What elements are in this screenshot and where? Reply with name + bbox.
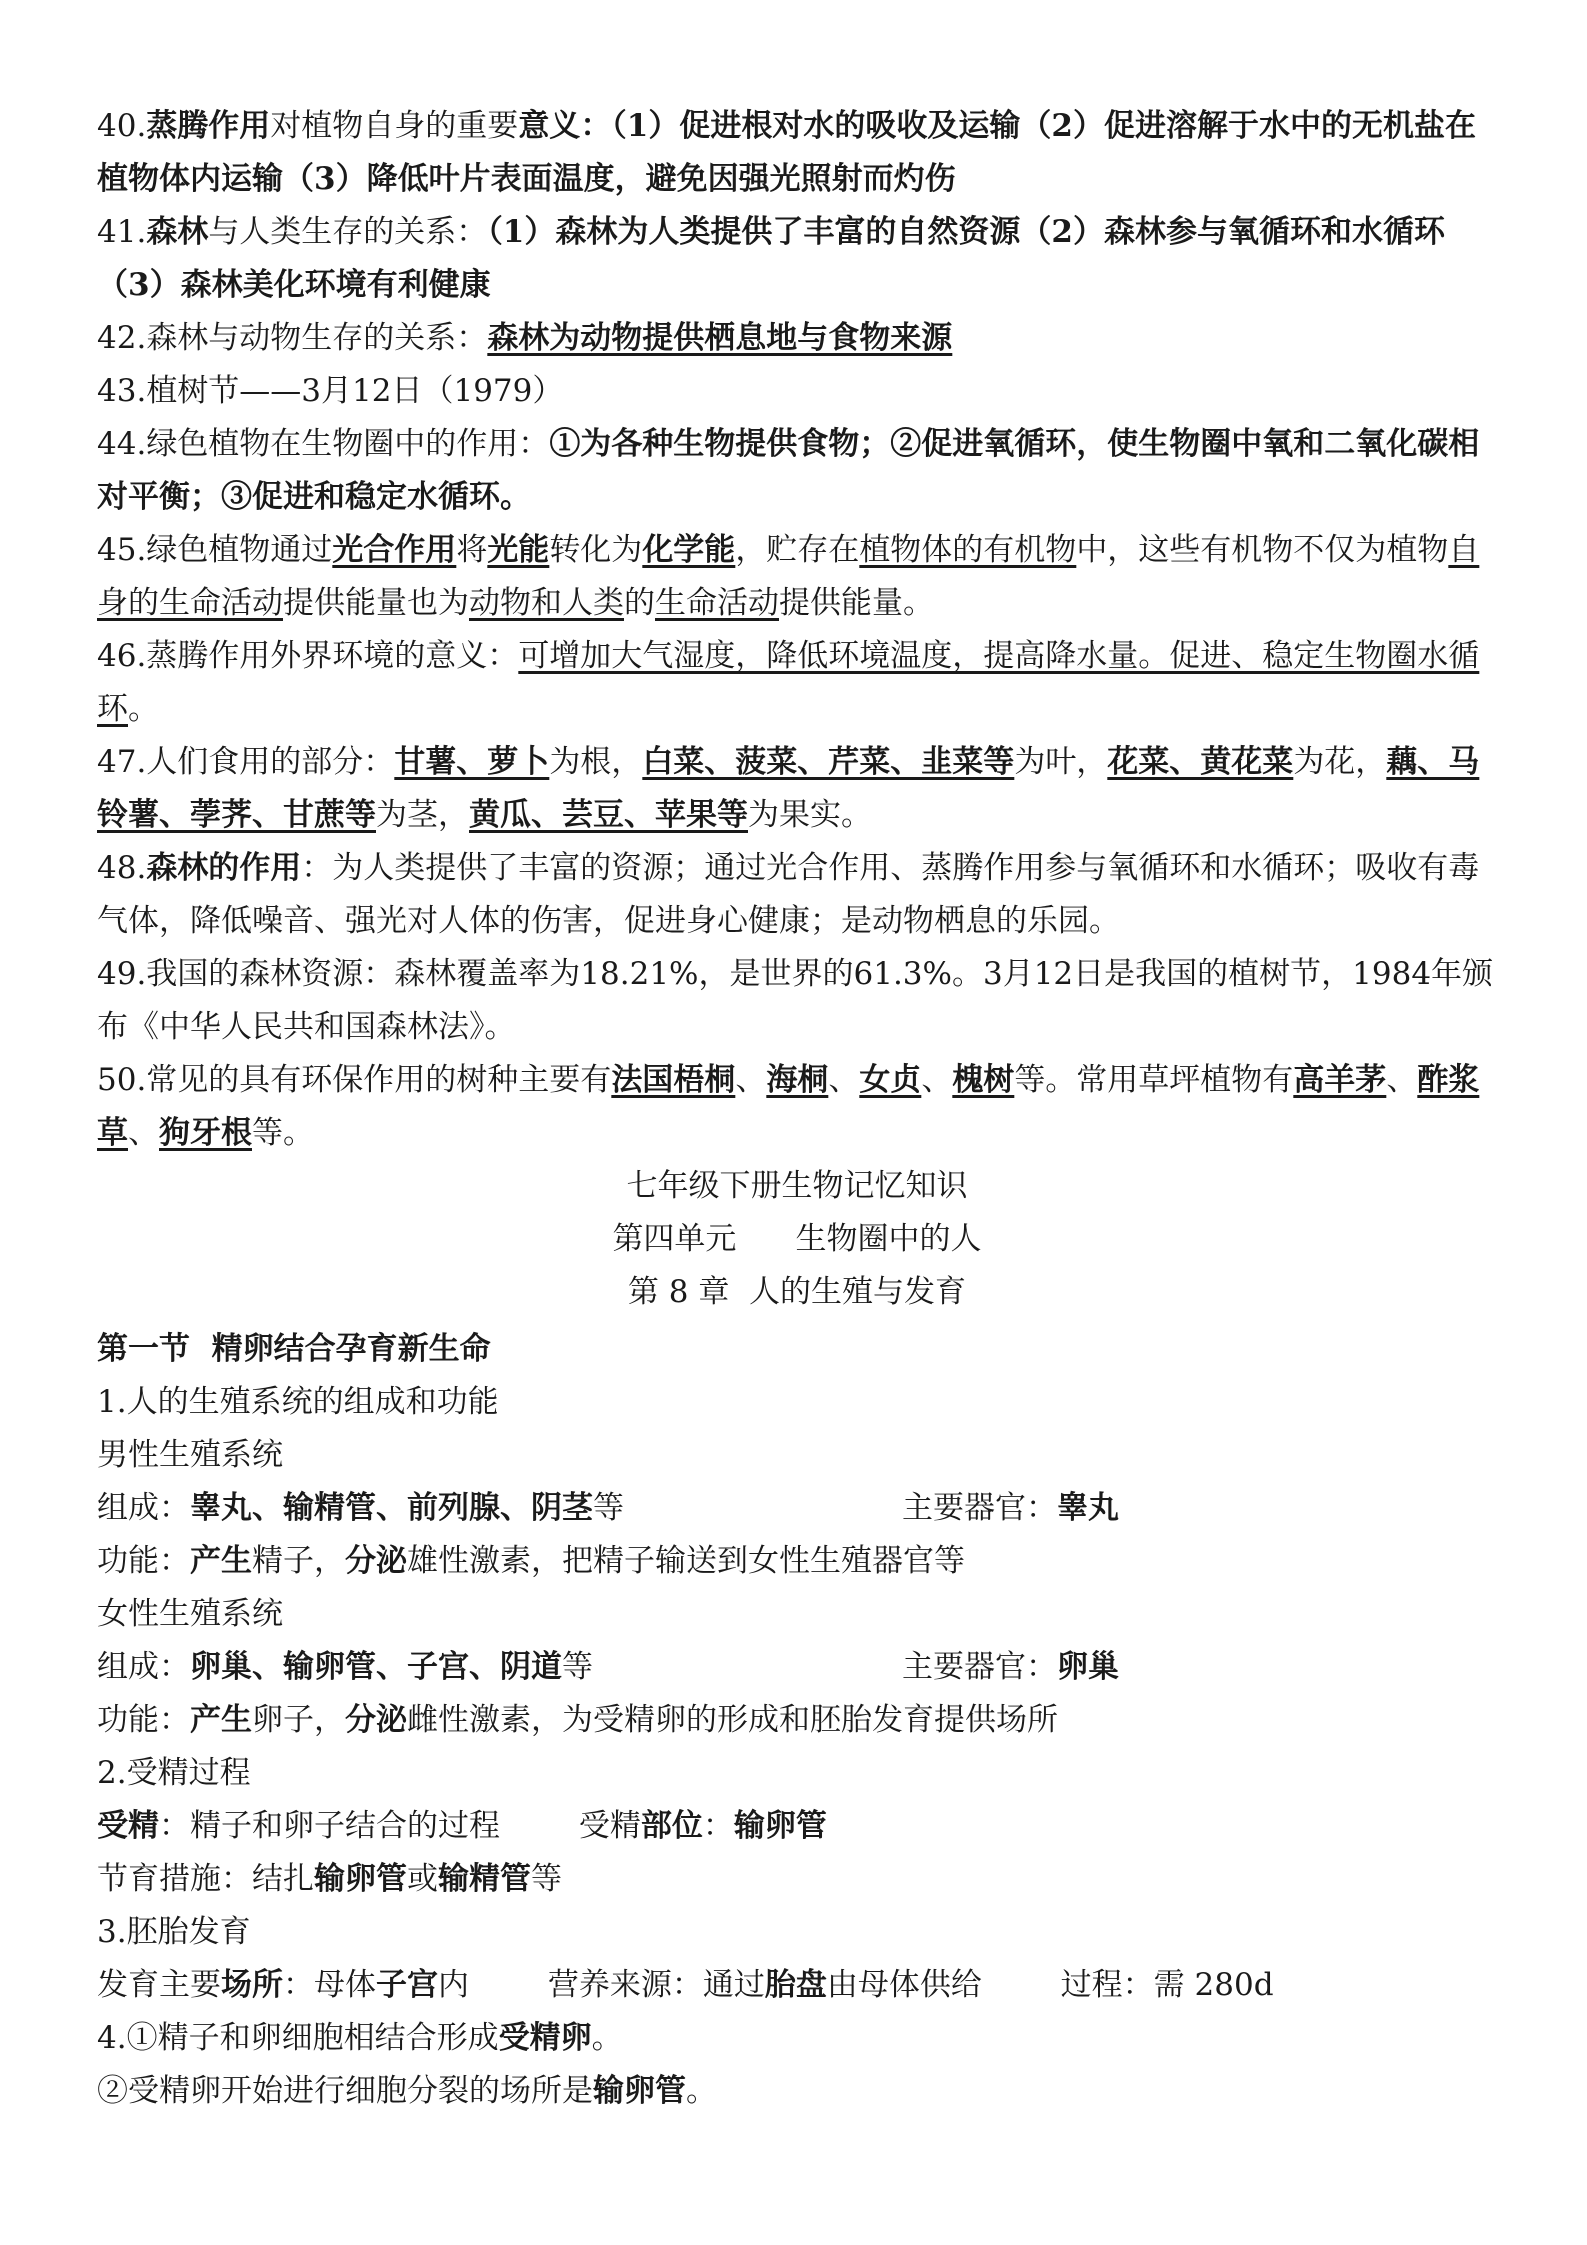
text-segment: 森林为动物提供栖息地与食物来源: [487, 320, 953, 356]
text-segment: 法国梧桐: [611, 1062, 736, 1098]
text-segment: 等。: [252, 1115, 314, 1151]
text-segment: 胎盘: [764, 1967, 827, 2003]
female-main-label: 主要器官：: [902, 1649, 1057, 1685]
text-segment: 、: [128, 1115, 159, 1151]
text-segment: 节育措施：结扎: [97, 1861, 314, 1897]
text-segment: 酢浆草: [97, 1062, 1480, 1151]
male-main-label: 主要器官：: [902, 1490, 1057, 1526]
text-segment: ：为人类提供了丰富的资源；通过光合作用、蒸腾作用参与氧循环和水循环；吸收有毒气体，降低噪音、强光对人体的伤害，促进身心健康；是动物栖息的乐园。: [97, 850, 1480, 939]
item-46: [97, 630, 1497, 736]
text-segment: 植物体的有机物: [859, 532, 1077, 568]
item-42: [97, 312, 1497, 365]
text-segment: 植树节——3月12日（1979）: [146, 373, 564, 409]
text-segment: 雌性激素，为受精卵的形成和胚胎发育提供场所: [407, 1702, 1058, 1738]
item-50: [97, 1054, 1497, 1160]
text-segment: 槐树: [952, 1062, 1015, 1098]
text-segment: 或: [407, 1861, 438, 1897]
male-system-title: 男性生殖系统: [97, 1437, 283, 1473]
text-segment: ①为各种生物提供食物；②促进氧循环，使生物圈中氧和二氧化碳相对平衡；③促进和稳定水循环。: [97, 426, 1480, 515]
text-segment: 绿色植物在生物圈中的作用：: [146, 426, 550, 462]
text-segment: 输卵管: [593, 2073, 686, 2109]
female-main-value: 卵巢: [1057, 1649, 1119, 1685]
text-segment: 光能: [487, 532, 550, 568]
text-segment: 藕、马铃薯、荸荠、甘蔗等: [97, 744, 1480, 833]
text-segment: 。: [686, 2073, 717, 2109]
text-segment: （1）森林为人类提供了丰富的自然资源（2）森林参与氧循环和水循环（3）森林美化环境有利健康: [97, 214, 1445, 303]
text-segment: 狗牙根: [159, 1115, 252, 1151]
female-comp-label: 组成：: [97, 1649, 190, 1685]
text-segment: 叶，: [1045, 744, 1108, 780]
text-segment: 中，这些有机物不仅为植物: [1076, 532, 1449, 568]
text-segment: 森林的作用: [146, 850, 302, 886]
text-segment: 47.人们食用的部分：: [97, 744, 395, 780]
text-segment: 功能：: [97, 1543, 190, 1579]
text-segment: 雄性激素，把精子输送到女性生殖器官等: [407, 1543, 965, 1579]
text-segment: 森林: [146, 214, 209, 250]
text-segment: 44.: [97, 426, 147, 462]
text-segment: 输精管: [438, 1861, 531, 1897]
text-segment: 转化为: [549, 532, 643, 568]
female-composition-row: [97, 1641, 1497, 1694]
text-segment: 为: [1014, 744, 1046, 780]
text-segment: 功能：: [97, 1702, 190, 1738]
text-segment: 50.常见的具有环保作用的树种主要有: [97, 1062, 612, 1098]
item-43: [97, 365, 1497, 418]
section-heading: 第一节 精卵结合孕育新生命: [97, 1331, 491, 1367]
text-segment: 子宫: [376, 1967, 438, 2003]
q4-line-1: [97, 2012, 1497, 2065]
text-segment: 提供能量也为: [283, 585, 469, 621]
male-function-line: [97, 1535, 1497, 1588]
text-segment: 将: [456, 532, 488, 568]
q4-line-2: [97, 2065, 1497, 2118]
text-segment: 为花，: [1293, 744, 1387, 780]
text-segment: 高羊茅: [1293, 1062, 1387, 1098]
female-function-line: [97, 1694, 1497, 1747]
q1-title: 1.人的生殖系统的组成和功能: [97, 1384, 499, 1420]
male-composition-row: [97, 1482, 1497, 1535]
text-segment: 输卵管: [733, 1808, 827, 1844]
text-segment: 部位: [640, 1808, 703, 1844]
text-segment: 化学能: [642, 532, 736, 568]
text-segment: 45.绿色植物通过: [97, 532, 333, 568]
text-segment: 41.: [97, 214, 147, 250]
text-segment: ：（1）促进根对水的吸收及运输（2）促进溶解于水中的无机盐在植物体内运输（3）降低叶片表面温度，避免因强光照射而灼伤: [97, 108, 1476, 197]
text-segment: 蒸腾作用: [146, 108, 271, 144]
text-segment: 48.: [97, 850, 147, 886]
text-segment: 产生: [190, 1702, 252, 1738]
item-44: [97, 418, 1497, 524]
text-segment: 40.: [97, 108, 147, 144]
item-47: [97, 736, 1497, 842]
item-41: [97, 206, 1497, 312]
text-segment: 受精卵: [498, 2020, 592, 2056]
item-49: [97, 948, 1497, 1054]
text-segment: 、: [735, 1062, 767, 1098]
female-comp-suffix: 等: [562, 1649, 593, 1685]
text-segment: 。: [591, 2020, 623, 2056]
text-segment: 为果实。: [748, 797, 872, 833]
text-segment: 与人类生存的关系：: [208, 214, 488, 250]
text-segment: ，贮存在: [735, 532, 860, 568]
text-segment: 意义: [518, 108, 581, 144]
text-segment: 、: [1386, 1062, 1418, 1098]
male-comp-suffix: 等: [593, 1490, 624, 1526]
text-segment: 为茎，: [376, 797, 469, 833]
item-45: [97, 524, 1497, 630]
text-segment: 46.蒸腾作用外界环境的意义：: [97, 638, 519, 674]
development-line: [97, 1959, 1497, 2012]
text-segment: 动物和人类: [469, 585, 624, 621]
text-segment: 对植物自身的重要: [270, 108, 519, 144]
text-segment: 精子，: [252, 1543, 345, 1579]
text-segment: 4.①精子和卵细胞相结合形成: [97, 2020, 499, 2056]
text-segment: 42.: [97, 320, 147, 356]
text-segment: 内 营养来源：通过: [438, 1967, 765, 2003]
text-segment: ：母体: [283, 1967, 376, 2003]
text-segment: 女贞: [859, 1062, 922, 1098]
text-segment: 49.我国的森林资源：森林覆盖率为18.21%，是世界的61.3%。3月12日是我国的植树节，1984年颁布《中华人民共和国森林法》。: [97, 956, 1494, 1045]
text-segment: 森林与动物生存的关系：: [146, 320, 488, 356]
text-segment: 可增加大气湿度，降低环境温度，提高降水量。促进、稳定生物圈水循环: [97, 638, 1480, 727]
text-segment: 生命活动: [655, 585, 779, 621]
text-segment: 卵子，: [252, 1702, 345, 1738]
text-segment: 。: [128, 691, 159, 727]
text-segment: 提供能量。: [779, 585, 934, 621]
text-segment: 场所: [221, 1967, 283, 2003]
text-segment: 、: [921, 1062, 953, 1098]
contraception-line: [97, 1853, 1497, 1906]
text-segment: 发育主要: [97, 1967, 221, 2003]
text-segment: 、: [828, 1062, 860, 1098]
text-segment: 光合作用: [332, 532, 457, 568]
text-segment: 输卵管: [314, 1861, 407, 1897]
text-segment: 43.: [97, 373, 147, 409]
unit-heading: 第四单元 生物圈中的人: [612, 1221, 982, 1257]
text-segment: 分泌: [345, 1543, 407, 1579]
text-segment: 产生: [190, 1543, 252, 1579]
text-segment: ：: [702, 1808, 734, 1844]
text-segment: 由母体供给 过程：需 280d: [826, 1967, 1274, 2003]
text-segment: 自身的生命活动: [97, 532, 1480, 621]
text-segment: 海桐: [766, 1062, 829, 1098]
q3-title: 3.胚胎发育: [97, 1914, 251, 1950]
text-segment: 花菜、黄花菜: [1107, 744, 1294, 780]
text-segment: 分泌: [345, 1702, 407, 1738]
text-segment: 甘薯、萝卜: [394, 744, 550, 780]
document-page: [97, 100, 1497, 2118]
text-segment: ②受精卵开始进行细胞分裂的场所是: [97, 2073, 593, 2109]
female-system-title: 女性生殖系统: [97, 1596, 283, 1632]
female-comp-value: 卵巢、输卵管、子宫、阴道: [190, 1649, 562, 1685]
text-segment: 黄瓜、芸豆、苹果等: [469, 797, 748, 833]
text-segment: 等。常用草坪植物有: [1014, 1062, 1294, 1098]
male-comp-value: 睾丸、输精管、前列腺、阴茎: [190, 1490, 593, 1526]
item-40: [97, 100, 1497, 206]
document-title: 七年级下册生物记忆知识: [626, 1168, 968, 1204]
text-segment: 的: [624, 585, 655, 621]
text-segment: 等: [531, 1861, 562, 1897]
item-48: [97, 842, 1497, 948]
text-segment: ：精子和卵子结合的过程 受精: [159, 1808, 641, 1844]
q2-title: 2.受精过程: [97, 1755, 251, 1791]
text-segment: 受精: [97, 1808, 159, 1844]
fertilization-line: [97, 1800, 1497, 1853]
male-comp-label: 组成：: [97, 1490, 190, 1526]
text-segment: 为根，: [549, 744, 643, 780]
text-segment: 白菜、菠菜、芹菜、韭菜等: [642, 744, 1015, 780]
knowledge-items: [97, 100, 1497, 1160]
male-main-value: 睾丸: [1057, 1490, 1119, 1526]
chapter-heading: 第 8 章 人的生殖与发育: [627, 1274, 967, 1310]
